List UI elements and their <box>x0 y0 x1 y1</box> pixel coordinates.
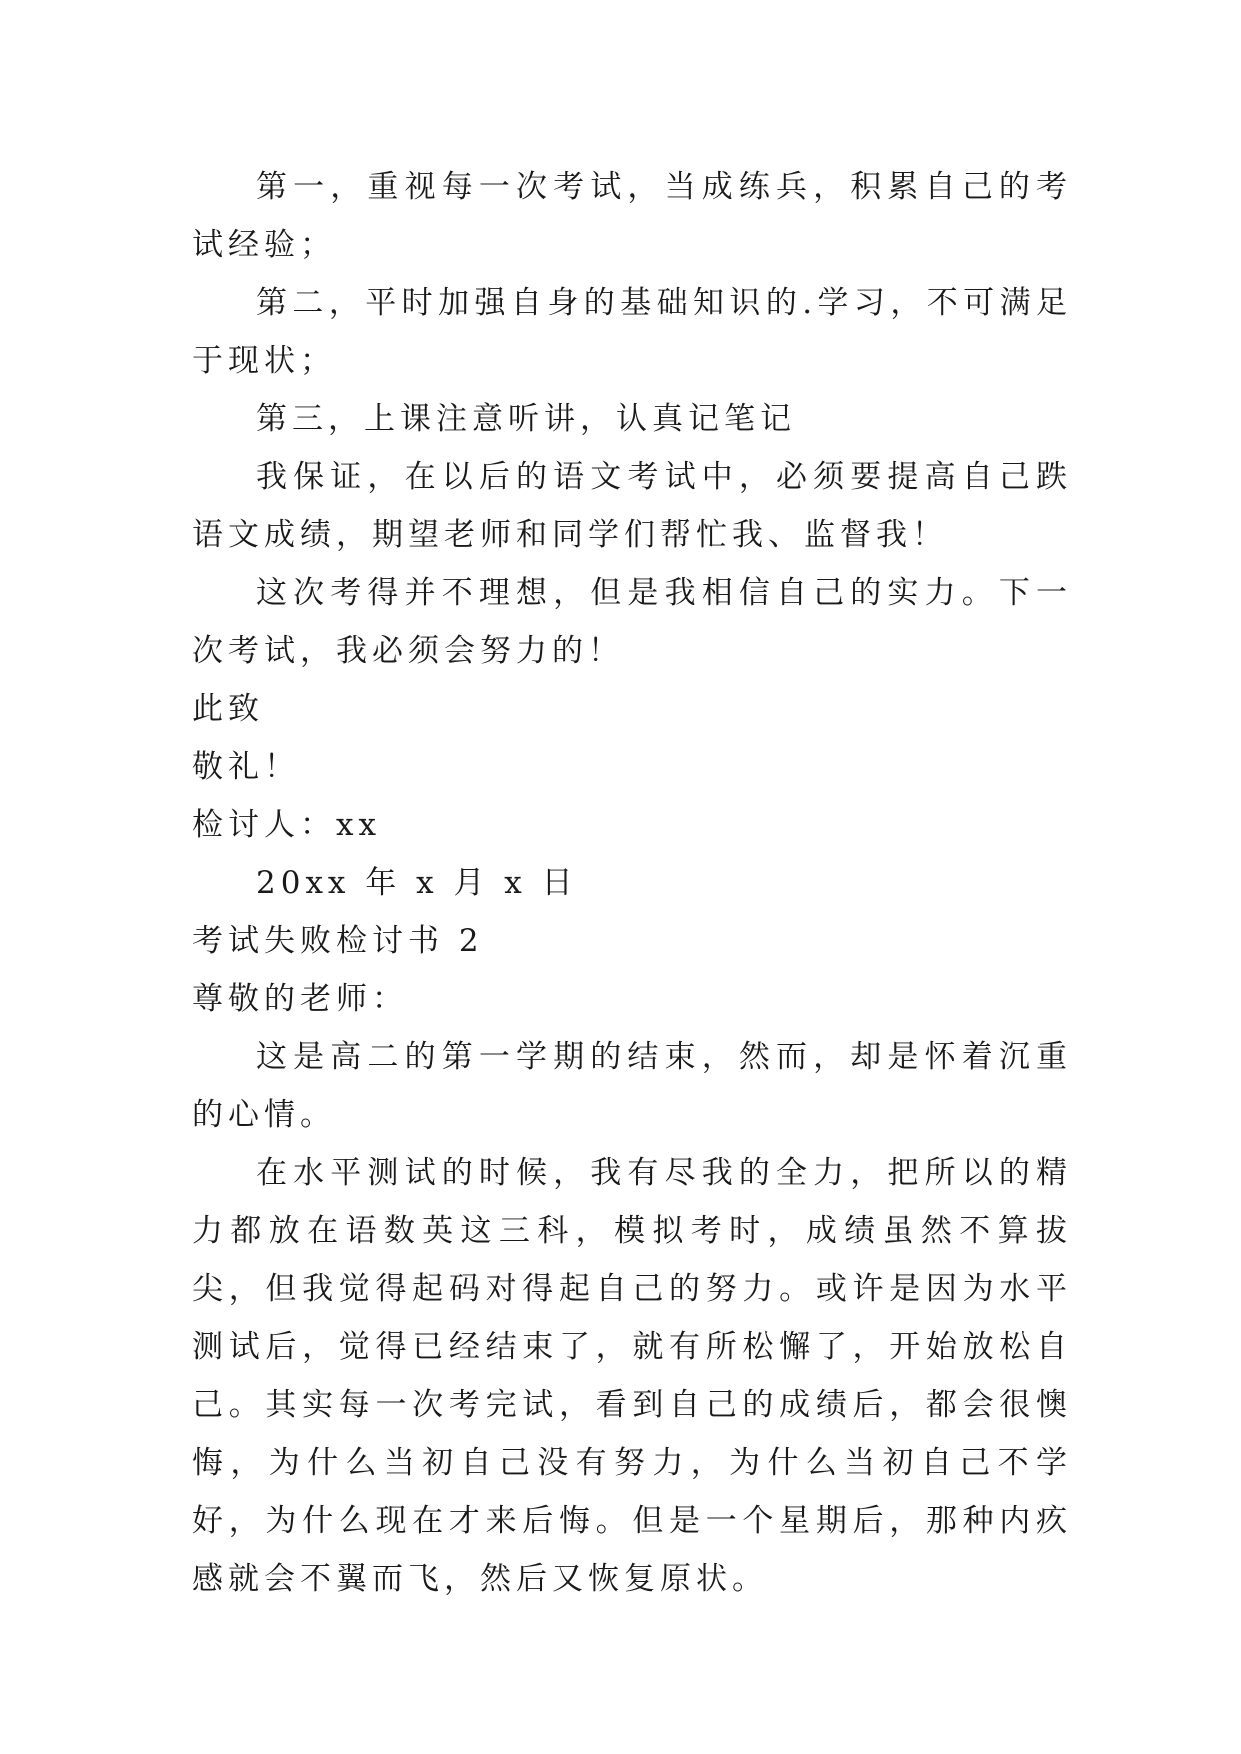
paragraph-confidence: 这次考得并不理想，但是我相信自己的实力。下一次考试，我必须会努力的！ <box>192 575 1072 669</box>
greeting-line: 尊敬的老师： <box>192 981 408 1017</box>
paragraph-point-three: 第三，上课注意听讲，认真记笔记 <box>256 401 796 437</box>
section-title: 考试失败检讨书 2 <box>192 923 484 959</box>
paragraph-point-two: 第二，平时加强自身的基础知识的.学习，不可满足于现状； <box>192 285 1072 379</box>
document-body <box>192 158 1072 1608</box>
date-line: 20xx 年 x 月 x 日 <box>256 865 578 901</box>
paragraph-semester-end: 这是高二的第一学期的结束，然而，却是怀着沉重的心情。 <box>192 1039 1072 1133</box>
paragraph-reflection: 在水平测试的时候，我有尽我的全力，把所以的精力都放在语数英这三科，模拟考时，成绩虽然不算拔尖，但我觉得起码对得起自己的努力。或许是因为水平测试后，觉得已经结束了，就有所松懈了，开始放松自己。其实每一次考完试，看到自己的成绩后，都会很懊悔，为什么当初自己没有努力，为什么当初自己不学好，为什么现在才来后悔。但是一个星期后，那种内疚感就会不翼而飞，然后又恢复原状。 <box>192 1155 1072 1597</box>
signature-line: 检讨人：xx <box>192 807 381 843</box>
paragraph-point-one: 第一，重视每一次考试，当成练兵，积累自己的考试经验； <box>192 169 1072 263</box>
closing-regards: 敬礼！ <box>192 749 300 785</box>
closing-salutation: 此致 <box>192 691 264 727</box>
paragraph-promise: 我保证，在以后的语文考试中，必须要提高自己跌语文成绩，期望老师和同学们帮忙我、监督我！ <box>192 459 1072 553</box>
